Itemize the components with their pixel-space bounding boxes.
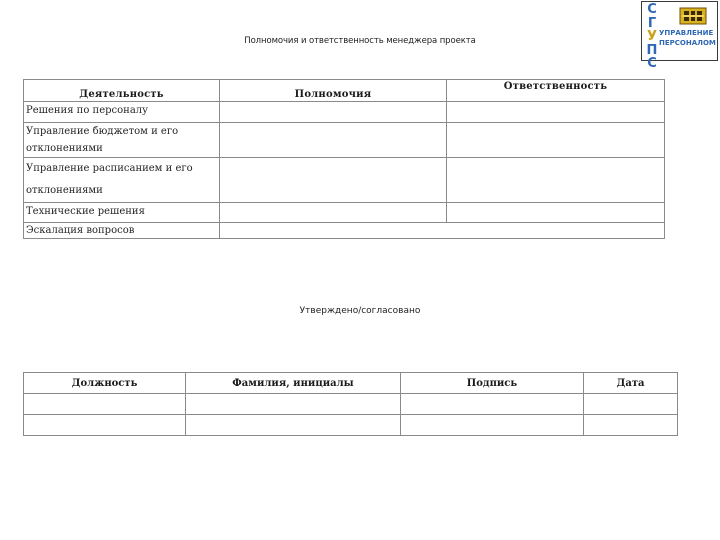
full-name-cell[interactable]: [186, 394, 401, 415]
table-row: [24, 123, 665, 158]
header-date: Дата: [584, 373, 678, 394]
logo-letter: П: [646, 42, 658, 58]
sgups-logo: [641, 1, 718, 71]
table-row: [24, 203, 665, 223]
header-signature: Подпись: [401, 373, 584, 394]
header-responsibility: Ответственность: [447, 80, 665, 102]
logo-letter: У: [646, 29, 658, 44]
position-cell[interactable]: [24, 394, 186, 415]
authority-cell[interactable]: [220, 158, 447, 203]
responsibility-table: [23, 79, 665, 239]
activity-cell: Эскалация вопросов: [24, 223, 220, 239]
logo-letter: С: [647, 2, 657, 17]
approval-row: [24, 394, 678, 415]
document-title: Полномочия и ответственность менеджера проекта: [244, 36, 476, 46]
emblem-icon: [678, 6, 708, 26]
logo-letter: Г: [647, 15, 657, 31]
activity-cell: Технические решения: [24, 203, 220, 223]
logo-caption-line: УПРАВЛЕНИЕ: [659, 29, 714, 37]
header-authority: Полномочия: [220, 80, 447, 102]
responsibility-cell[interactable]: [447, 203, 665, 223]
responsibility-cell[interactable]: [447, 158, 665, 203]
table-header-row: [24, 80, 665, 102]
full-name-cell[interactable]: [186, 415, 401, 436]
header-activity: Деятельность: [24, 80, 220, 102]
date-cell[interactable]: [584, 394, 678, 415]
responsibility-cell[interactable]: [447, 102, 665, 123]
authority-cell[interactable]: [220, 102, 447, 123]
table-row: [24, 223, 665, 239]
approval-table: [23, 372, 678, 436]
authority-cell[interactable]: [220, 123, 447, 158]
position-cell[interactable]: [24, 415, 186, 436]
activity-cell: Решения по персоналу: [24, 102, 220, 123]
signature-cell[interactable]: [401, 415, 584, 436]
authority-cell[interactable]: [220, 203, 447, 223]
activity-cell: Управление расписанием и его отклонениями: [24, 158, 220, 203]
approval-title: Утверждено/согласовано: [299, 306, 421, 316]
approval-header-row: [24, 373, 678, 394]
authority-responsibility-cell[interactable]: [220, 223, 665, 239]
logo-letter: С: [647, 56, 657, 71]
signature-cell[interactable]: [401, 394, 584, 415]
responsibility-cell[interactable]: [447, 123, 665, 158]
table-row: [24, 158, 665, 203]
header-full-name: Фамилия, инициалы: [186, 373, 401, 394]
header-position: Должность: [24, 373, 186, 394]
table-row: [24, 102, 665, 123]
approval-row: [24, 415, 678, 436]
logo-caption-line: ПЕРСОНАЛОМ: [659, 39, 716, 47]
activity-cell: Управление бюджетом и его отклонениями: [24, 123, 220, 158]
date-cell[interactable]: [584, 415, 678, 436]
